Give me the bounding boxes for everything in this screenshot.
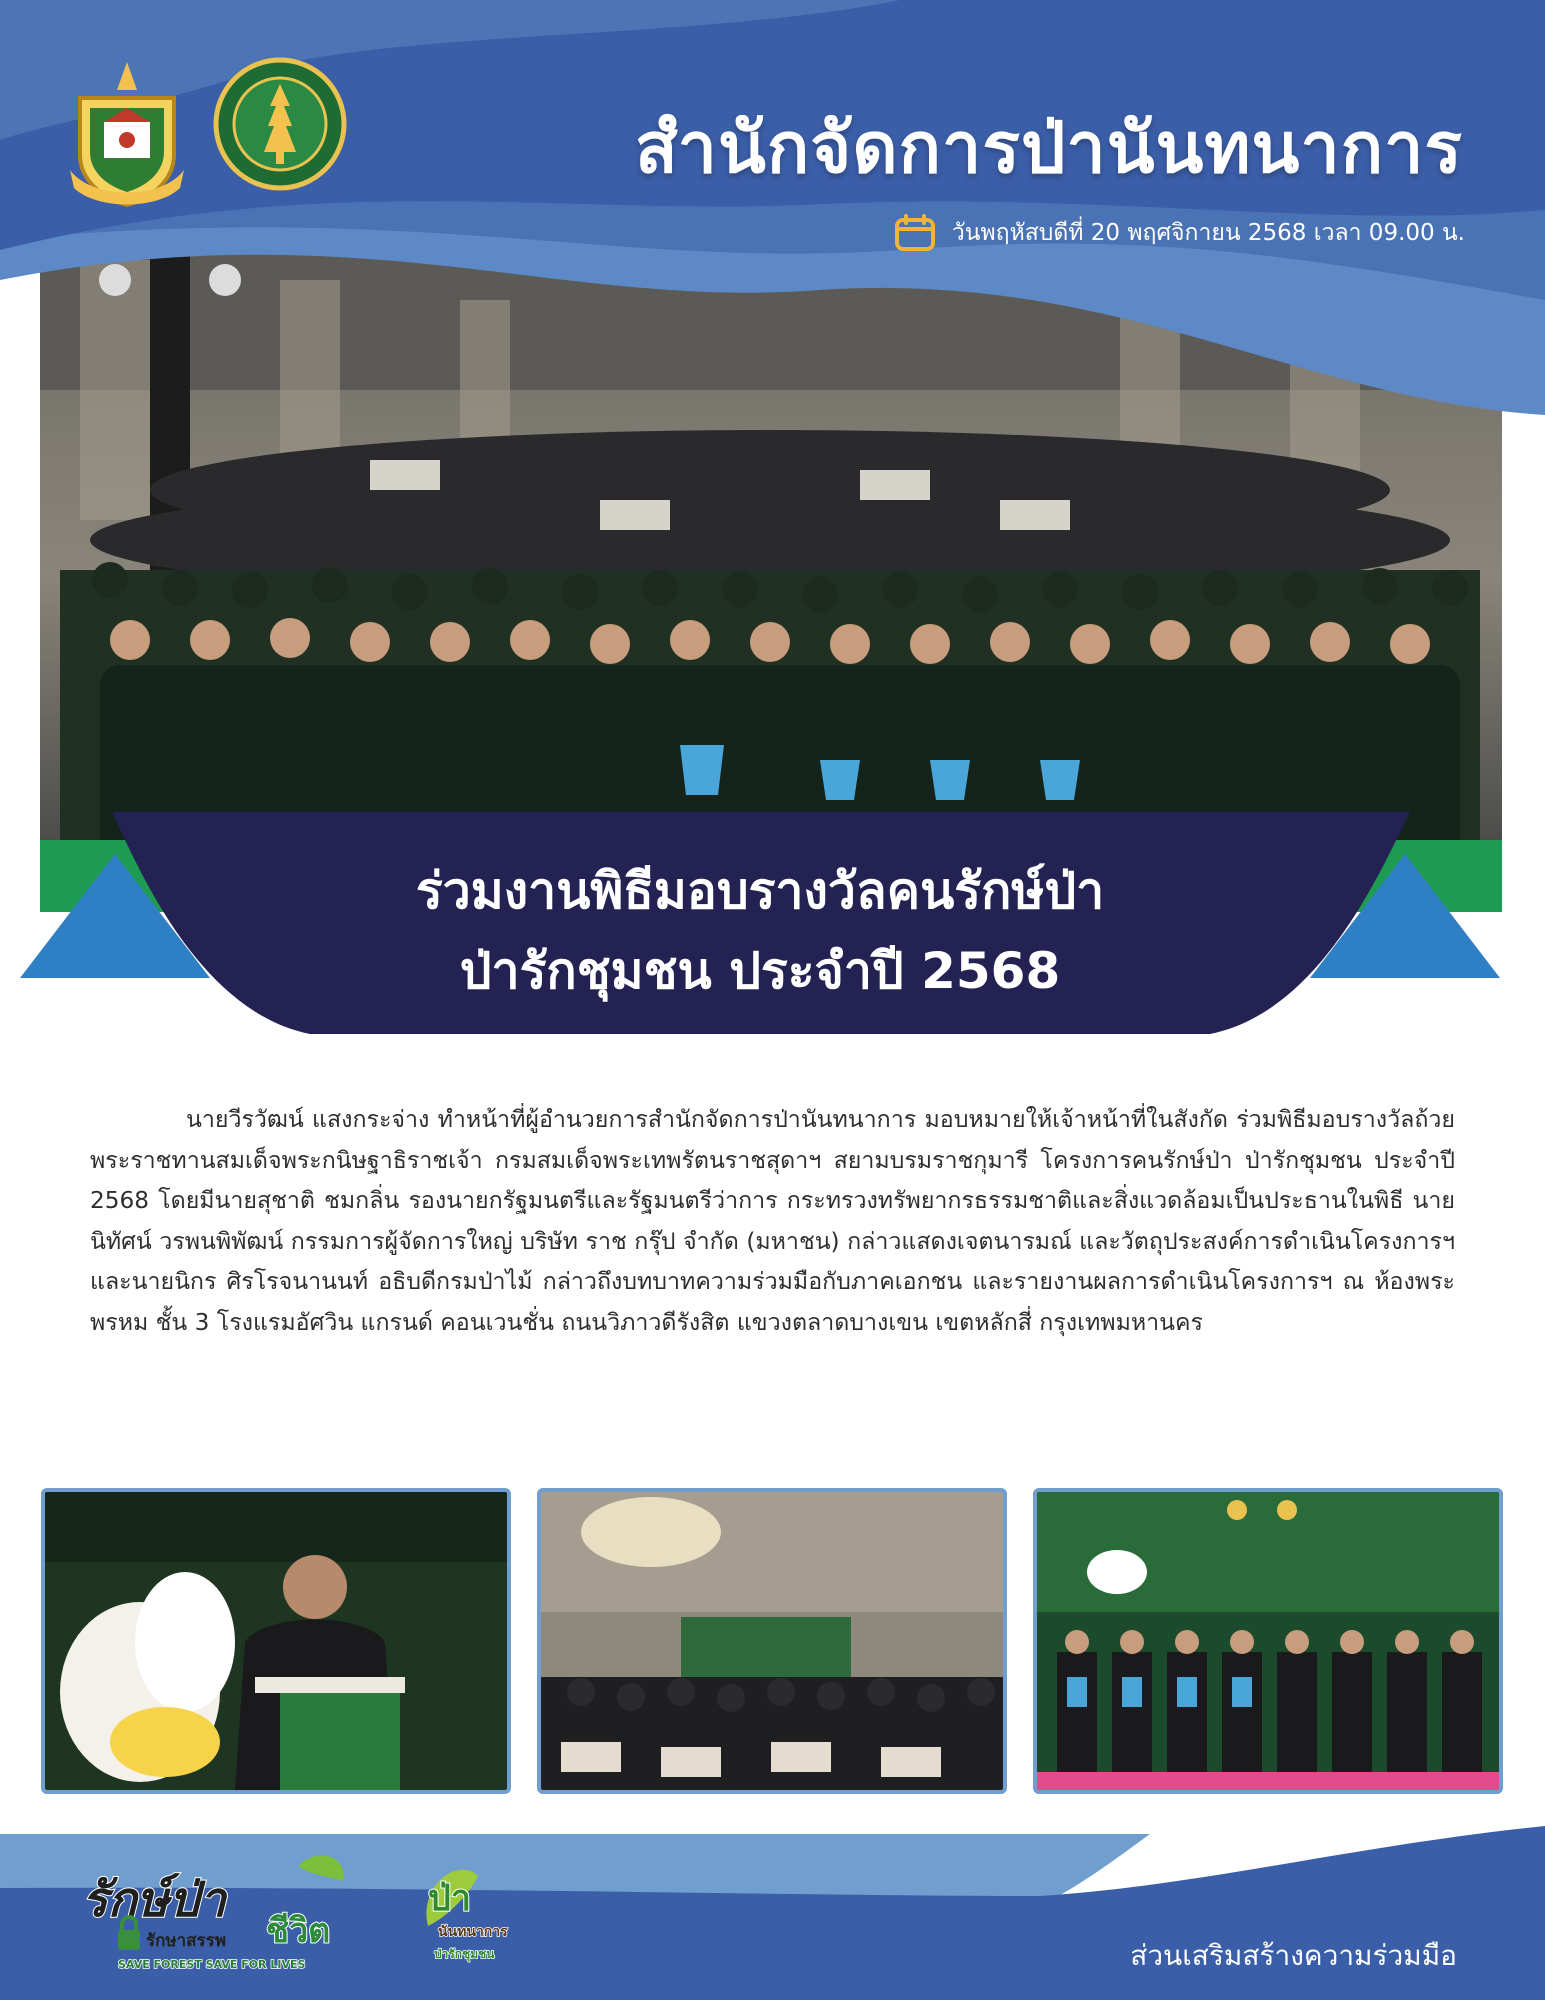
audience-hall-photo xyxy=(537,1488,1007,1794)
headline-line-2: ป่ารักชุมชน ประจำปี 2568 xyxy=(459,942,1061,1000)
logo-english-text: SAVE FOREST SAVE FOR LIVES xyxy=(118,1958,306,1971)
logo-word-text: ชีวิต xyxy=(266,1911,331,1951)
headline-banner xyxy=(20,812,1500,1042)
stage-illustration xyxy=(1037,1492,1499,1790)
department-seal-icon xyxy=(62,60,192,210)
footer-tagline: ส่วนเสริมสร้างความร่วมมือ xyxy=(1130,1939,1457,1972)
logo-sub-text: รักษาสรรพ xyxy=(146,1931,227,1951)
article-paragraph: นายวีรวัฒน์ แสงกระจ่าง ทำหน้าที่ผู้อำนวยการสำนักจัดการป่านันทนาการ มอบหมายให้เจ้าหน้าที่ในสังกัด ร่วมพิธีมอบรางวัลถ้วยพระราชทานสมเด็จพระกนิษฐาธิราชเจ้า กรมสมเด็จพระเทพรัตนราชสุดาฯ สยามบรมราชกุมารี โครงการคนรักษ์ป่า ป่ารักชุมชน ประจำปี 2568 โดยมีนายสุชาติ ชมกลิ่น รองนายกรัฐมนตรีและรัฐมนตรีว่าการ กระทรวงทรัพยากรธรรมชาติและสิ่งแวดล้อมเป็นประธานในพิธี นายนิทัศน์ วรพนพิพัฒน์ กรรมการผู้จัดการใหญ่ บริษัท ราช กรุ๊ป จำกัด (มหาชน) กล่าวแสดงเจตนารมณ์ และวัตถุประสงค์การดำเนินโครงการฯ และนายนิกร ศิรโรจนานนท์ อธิบดีกรมป่าไม้ กล่าวถึงบทบาทความร่วมมือกับภาคเอกชน และรายงานผลการดำเนินโครงการฯ ณ ห้องพระพรหม ชั้น 3 โรงแรมอัศวิน แกรนด์ คอนเวนชั่น ถนนวิภาวดีรังสิต แขวงตลาดบางเขน เขตหลักสี่ กรุงเทพมหานคร xyxy=(90,1106,1455,1336)
logo2-sub2-text: ป่ารักชุมชน xyxy=(434,1947,495,1961)
headline-line-1: ร่วมงานพิธีมอบรางวัลคนรักษ์ป่า xyxy=(415,862,1105,920)
logo2-sub-text: นันทนาการ xyxy=(438,1924,508,1940)
speaker-at-podium-photo xyxy=(41,1488,511,1794)
logo2-main-text: ป่า xyxy=(428,1878,472,1919)
logo-main-text: รักษ์ป่า xyxy=(82,1872,226,1928)
speaker-illustration xyxy=(45,1492,507,1790)
organization-title: สำนักจัดการป่านันทนาการ xyxy=(634,107,1463,189)
award-recipients-on-stage-photo xyxy=(1033,1488,1503,1794)
royal-forest-department-seal-icon xyxy=(212,56,348,192)
calendar-icon xyxy=(894,214,936,252)
forest-recreation-logo xyxy=(408,1846,540,1978)
event-date-row xyxy=(894,214,1465,252)
hall-illustration xyxy=(541,1492,1003,1790)
save-forest-logo xyxy=(78,1846,378,1978)
event-date: วันพฤหัสบดีที่ 20 พฤศจิกายน 2568 เวลา 09.00 น. xyxy=(951,220,1465,246)
